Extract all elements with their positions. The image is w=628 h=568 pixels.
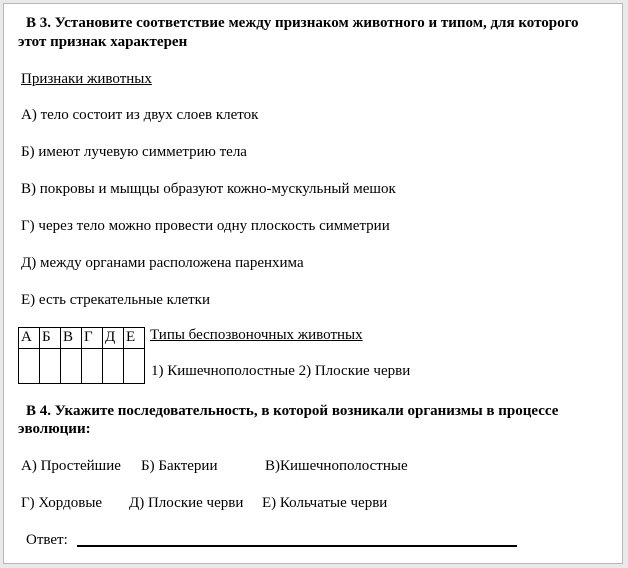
feature-b: Б) имеют лучевую симметрию тела <box>21 144 247 160</box>
option-d: Д) Плоские черви <box>129 495 244 511</box>
answer-label: Ответ: <box>26 532 68 548</box>
q3-title-line2: этот признак характерен <box>18 34 188 50</box>
answer-input-cell[interactable] <box>103 349 124 384</box>
types-list: 1) Кишечнополостные 2) Плоские черви <box>151 363 411 379</box>
option-a: А) Простейшие <box>21 458 121 474</box>
answer-table-header-cell: В <box>61 328 82 349</box>
option-b: Б) Бактерии <box>141 458 218 474</box>
feature-d: Д) между органами расположена паренхима <box>21 255 304 271</box>
answer-input-cell[interactable] <box>61 349 82 384</box>
q3-answer-table <box>18 327 145 384</box>
answer-table-header-row <box>19 328 145 349</box>
q4-title-line1: В 4. Укажите последовательность, в которой возникали организмы в процессе <box>26 403 559 419</box>
answer-table-input-row <box>19 349 145 384</box>
answer-input-cell[interactable] <box>124 349 145 384</box>
worksheet-page <box>3 3 623 564</box>
answer-input-cell[interactable] <box>82 349 103 384</box>
option-g: Г) Хордовые <box>21 495 103 511</box>
feature-g: Г) через тело можно провести одну плоскость симметрии <box>21 218 390 234</box>
features-heading: Признаки животных <box>21 71 152 87</box>
feature-v: В) покровы и мыщцы образуют кожно-мускульный мешок <box>21 181 396 197</box>
feature-a: А) тело состоит из двух слоев клеток <box>21 107 259 123</box>
answer-table-header-cell: А <box>19 328 40 349</box>
answer-input-cell[interactable] <box>40 349 61 384</box>
answer-input-cell[interactable] <box>19 349 40 384</box>
answer-table-header-cell: Б <box>40 328 61 349</box>
answer-line[interactable] <box>77 545 517 547</box>
q4-title-line2: эволюции: <box>18 421 91 437</box>
answer-table-header-cell: Д <box>103 328 124 349</box>
option-v: В)Кишечнополостные <box>265 458 408 474</box>
feature-e: Е) есть стрекательные клетки <box>21 292 210 308</box>
answer-table-header-cell: Г <box>82 328 103 349</box>
option-e: Е) Кольчатые черви <box>262 495 388 511</box>
q3-title-line1: В 3. Установите соответствие между признаком животного и типом, для которого <box>26 15 579 31</box>
answer-table-header-cell: Е <box>124 328 145 349</box>
types-heading: Типы беспозвоночных животных <box>150 327 363 343</box>
